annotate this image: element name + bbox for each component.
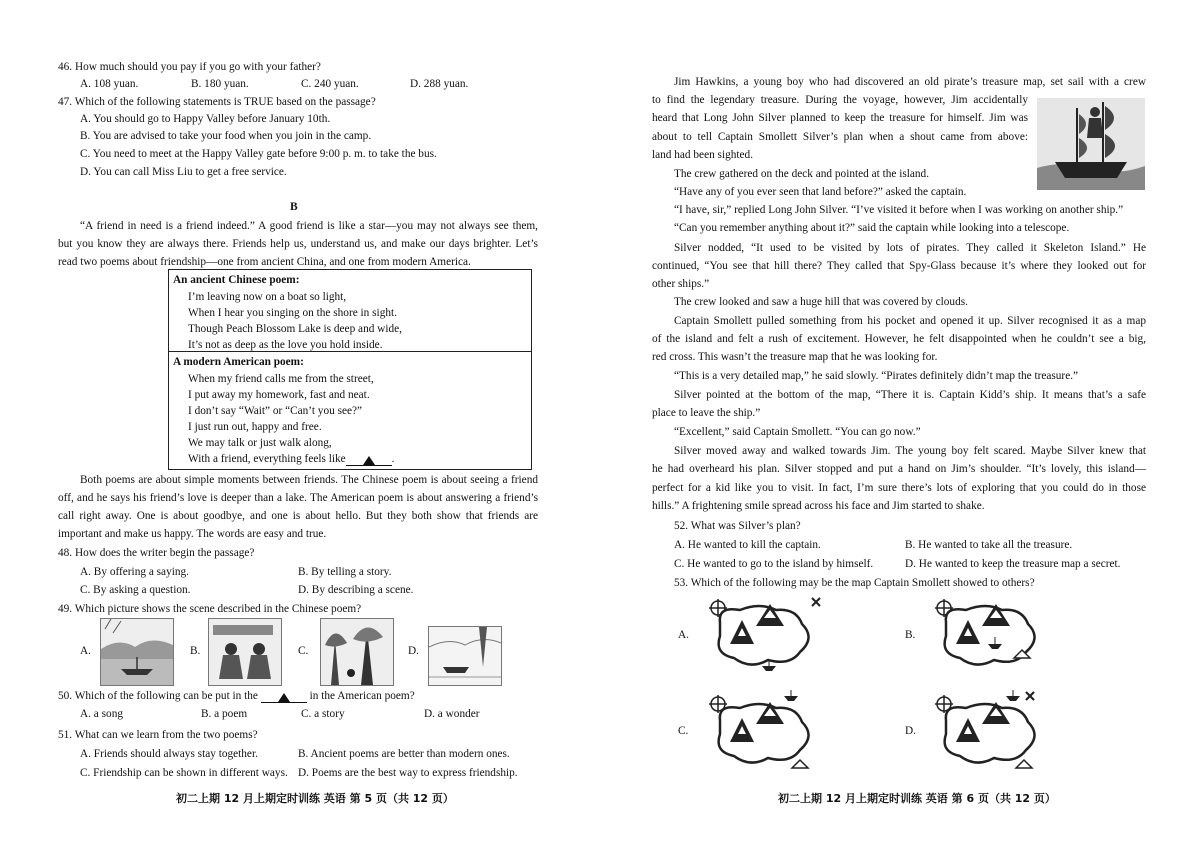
- intro-line-2: but you know they are always there. Friends help us, understand us, and make our days brighter. Let’s: [58, 238, 538, 250]
- q50-option-b: B. a poem: [201, 708, 248, 720]
- story-line-2: to find the legendary treasure. During the voyage, however, Jim accidentally: [652, 94, 1028, 106]
- red-cross-icon: [1026, 692, 1034, 700]
- picture-a-boat-on-lake: [100, 618, 174, 686]
- story-line-18: Silver pointed at the bottom of the map, “There it is. Captain Kidd’s ship. It means that’s a safe: [674, 389, 1146, 401]
- american-poem-line-4: I just run out, happy and free.: [188, 421, 322, 433]
- q52-option-c: C. He wanted to go to the island by himself.: [674, 558, 874, 570]
- story-line-21: Silver moved away and walked towards Jim. The young boy felt scared. Maybe Silver knew that: [674, 445, 1146, 457]
- picture-b-two-men-sitting: [208, 618, 282, 686]
- q49-letter-a: A.: [80, 645, 91, 657]
- q51-option-b: B. Ancient poems are better than modern ones.: [298, 748, 510, 760]
- american-poem-line-1: When my friend calls me from the street,: [188, 373, 374, 385]
- q48-option-c: C. By asking a question.: [80, 584, 191, 596]
- american-poem-line-6-suffix: .: [391, 453, 395, 465]
- q53-letter-b: B.: [905, 629, 916, 641]
- question-50-stem: [58, 689, 415, 703]
- story-line-12: other ships.”: [652, 278, 710, 290]
- q47-option-a: A. You should go to Happy Valley before January 10th.: [80, 113, 331, 125]
- q50-option-a: A. a song: [80, 708, 123, 720]
- chinese-poem-line-2: When I hear you singing on the shore in sight.: [188, 307, 397, 319]
- story-line-14: Captain Smollett pulled something from his pocket and opened it up. Silver recognised it as a map: [674, 315, 1146, 327]
- q46-option-a: A. 108 yuan.: [80, 78, 139, 90]
- picture-d-boat-by-shore: [428, 626, 502, 686]
- ship-icon: [1006, 690, 1020, 701]
- q50-blank: [261, 691, 307, 703]
- story-line-11: continued, “You see that hill there? They called that Spy-Glass because it’s where they looked out for: [652, 260, 1146, 272]
- red-cross-icon: [812, 598, 820, 606]
- american-poem-line-2: I put away my homework, fast and neat.: [188, 389, 370, 401]
- q50-option-c: C. a story: [301, 708, 345, 720]
- q46-option-d: D. 288 yuan.: [410, 78, 469, 90]
- map-option-d: [926, 690, 1048, 770]
- q48-option-d: D. By describing a scene.: [298, 584, 414, 596]
- american-poem-line-3: I don’t say “Wait” or “Can’t you see?”: [188, 405, 363, 417]
- q51-option-a: A. Friends should always stay together.: [80, 748, 258, 760]
- q53-letter-c: C.: [678, 725, 689, 737]
- story-line-6: The crew gathered on the deck and pointed at the island.: [674, 168, 930, 180]
- story-line-7: “Have any of you ever seen that land before?” asked the captain.: [674, 186, 967, 198]
- chinese-poem-line-3: Though Peach Blossom Lake is deep and wide,: [188, 323, 402, 335]
- q53-letter-a: A.: [678, 629, 689, 641]
- story-line-19: place to leave the ship.”: [652, 407, 761, 419]
- summary-line-1: Both poems are about simple moments between friends. The Chinese poem is about seeing a friend: [80, 474, 538, 486]
- chinese-poem-line-1: I’m leaving now on a boat so light,: [188, 291, 347, 303]
- q46-option-c: C. 240 yuan.: [301, 78, 359, 90]
- summary-line-4: important and make us happy. The words are easy and true.: [58, 528, 327, 540]
- story-line-4: about to tell Captain Smollett Silver’s plan when a shout came from above:: [652, 131, 1028, 143]
- american-poem-title: A modern American poem:: [173, 356, 304, 368]
- left-page: [58, 0, 540, 847]
- question-48-stem: 48. How does the writer begin the passage?: [58, 547, 255, 559]
- story-line-5: land had been sighted.: [652, 149, 754, 161]
- story-line-16: red cross. This wasn’t the treasure map that he was looking for.: [652, 351, 938, 363]
- question-52-stem: 52. What was Silver’s plan?: [674, 520, 801, 532]
- q51-option-d: D. Poems are the best way to express friendship.: [298, 767, 518, 779]
- story-line-1: Jim Hawkins, a young boy who had discovered an old pirate’s treasure map, set sail with a crew: [674, 76, 1146, 88]
- chinese-poem-title: An ancient Chinese poem:: [173, 274, 300, 286]
- story-line-17: “This is a very detailed map,” he said slowly. “Pirates definitely didn’t map the treasure.”: [674, 370, 1079, 382]
- right-page-footer: 初二上期 12 月上期定时训练 英语 第 6 页（共 12 页）: [778, 792, 1056, 805]
- chinese-poem-line-4: It’s not as deep as the love you hold inside.: [188, 339, 383, 351]
- story-line-15: of the island and felt a rush of excitement. However, he felt disappointed when he couldn’t see a big,: [652, 333, 1146, 345]
- q48-option-a: A. By offering a saying.: [80, 566, 189, 578]
- intro-line-3: read two poems about friendship—one from ancient China, and one from modern America.: [58, 256, 471, 268]
- q47-option-d: D. You can call Miss Liu to get a free service.: [80, 166, 287, 178]
- question-49-stem: 49. Which picture shows the scene described in the Chinese poem?: [58, 603, 362, 615]
- q48-option-b: B. By telling a story.: [298, 566, 392, 578]
- map-option-b: [926, 596, 1048, 676]
- summary-line-2: off, and he says his friend’s love is deeper than a lake. The American poem is about answering a friend’s: [58, 492, 538, 504]
- q52-option-d: D. He wanted to keep the treasure map a secret.: [905, 558, 1121, 570]
- story-line-10: Silver nodded, “It used to be visited by lots of pirates. They called it Skeleton Island.” He: [674, 242, 1146, 254]
- section-b-heading: B: [290, 201, 298, 213]
- question-53-stem: 53. Which of the following may be the map Captain Smollett showed to others?: [674, 577, 1035, 589]
- q53-letter-d: D.: [905, 725, 916, 737]
- q49-letter-c: C.: [298, 645, 309, 657]
- blank-triangle-icon: [363, 456, 375, 465]
- american-poem-line-5: We may talk or just walk along,: [188, 437, 332, 449]
- story-line-13: The crew looked and saw a huge hill that was covered by clouds.: [674, 296, 968, 308]
- picture-c-trees-and-rocks: [320, 618, 394, 686]
- q52-option-b: B. He wanted to take all the treasure.: [905, 539, 1073, 551]
- story-line-8: “I have, sir,” replied Long John Silver. “I’ve visited it before when I was working on another ship.”: [674, 204, 1124, 216]
- map-option-a: [700, 596, 822, 676]
- q47-option-b: B. You are advised to take your food when you join in the camp.: [80, 130, 372, 142]
- ship-icon: [784, 690, 798, 701]
- q46-option-b: B. 180 yuan.: [191, 78, 249, 90]
- story-line-23: perfect for a kid like you to visit. In fact, I’m sure there’s lots of exploring that you could do in those: [652, 482, 1146, 494]
- q47-option-c: C. You need to meet at the Happy Valley gate before 9:00 p. m. to take the bus.: [80, 148, 437, 160]
- poem-blank: [346, 454, 392, 466]
- left-page-footer: 初二上期 12 月上期定时训练 英语 第 5 页（共 12 页）: [176, 792, 454, 805]
- question-47-stem: 47. Which of the following statements is TRUE based on the passage?: [58, 96, 376, 108]
- map-option-c: [700, 690, 822, 770]
- story-line-24: hills.” A frightening smile spread across his face and Jim started to shake.: [652, 500, 985, 512]
- q50-stem-prefix: 50. Which of the following can be put in the: [58, 690, 258, 702]
- question-51-stem: 51. What can we learn from the two poems?: [58, 729, 258, 741]
- blank-triangle-icon: [278, 693, 290, 702]
- american-poem-line-6: [188, 452, 394, 466]
- q50-stem-suffix: in the American poem?: [309, 690, 415, 702]
- story-line-9: “Can you remember anything about it?” said the captain while looking into a telescope.: [674, 222, 1070, 234]
- intro-line-1: “A friend in need is a friend indeed.” A good friend is like a star—you may not always see them,: [80, 220, 538, 232]
- question-46-stem: 46. How much should you pay if you go with your father?: [58, 61, 321, 73]
- story-line-22: he had overheard his plan. Silver stopped and put a hand on Jim’s shoulder. “It’s lovely, this island—: [652, 463, 1146, 475]
- q50-option-d: D. a wonder: [424, 708, 480, 720]
- summary-line-3: call right away. One is about goodbye, and one is about hello. But they both show that friends are: [58, 510, 538, 522]
- q51-option-c: C. Friendship can be shown in different ways.: [80, 767, 288, 779]
- rock-icon: [792, 760, 808, 768]
- q52-option-a: A. He wanted to kill the captain.: [674, 539, 821, 551]
- story-line-20: “Excellent,” said Captain Smollett. “You can go now.”: [674, 426, 921, 438]
- q49-letter-d: D.: [408, 645, 419, 657]
- american-poem-line-6-prefix: With a friend, everything feels like: [188, 453, 346, 465]
- pirate-ship-illustration: [1037, 98, 1145, 190]
- story-line-3: heard that Long John Silver planned to keep the treasure for himself. Jim was: [652, 112, 1028, 124]
- q49-letter-b: B.: [190, 645, 201, 657]
- rock-icon: [1016, 760, 1032, 768]
